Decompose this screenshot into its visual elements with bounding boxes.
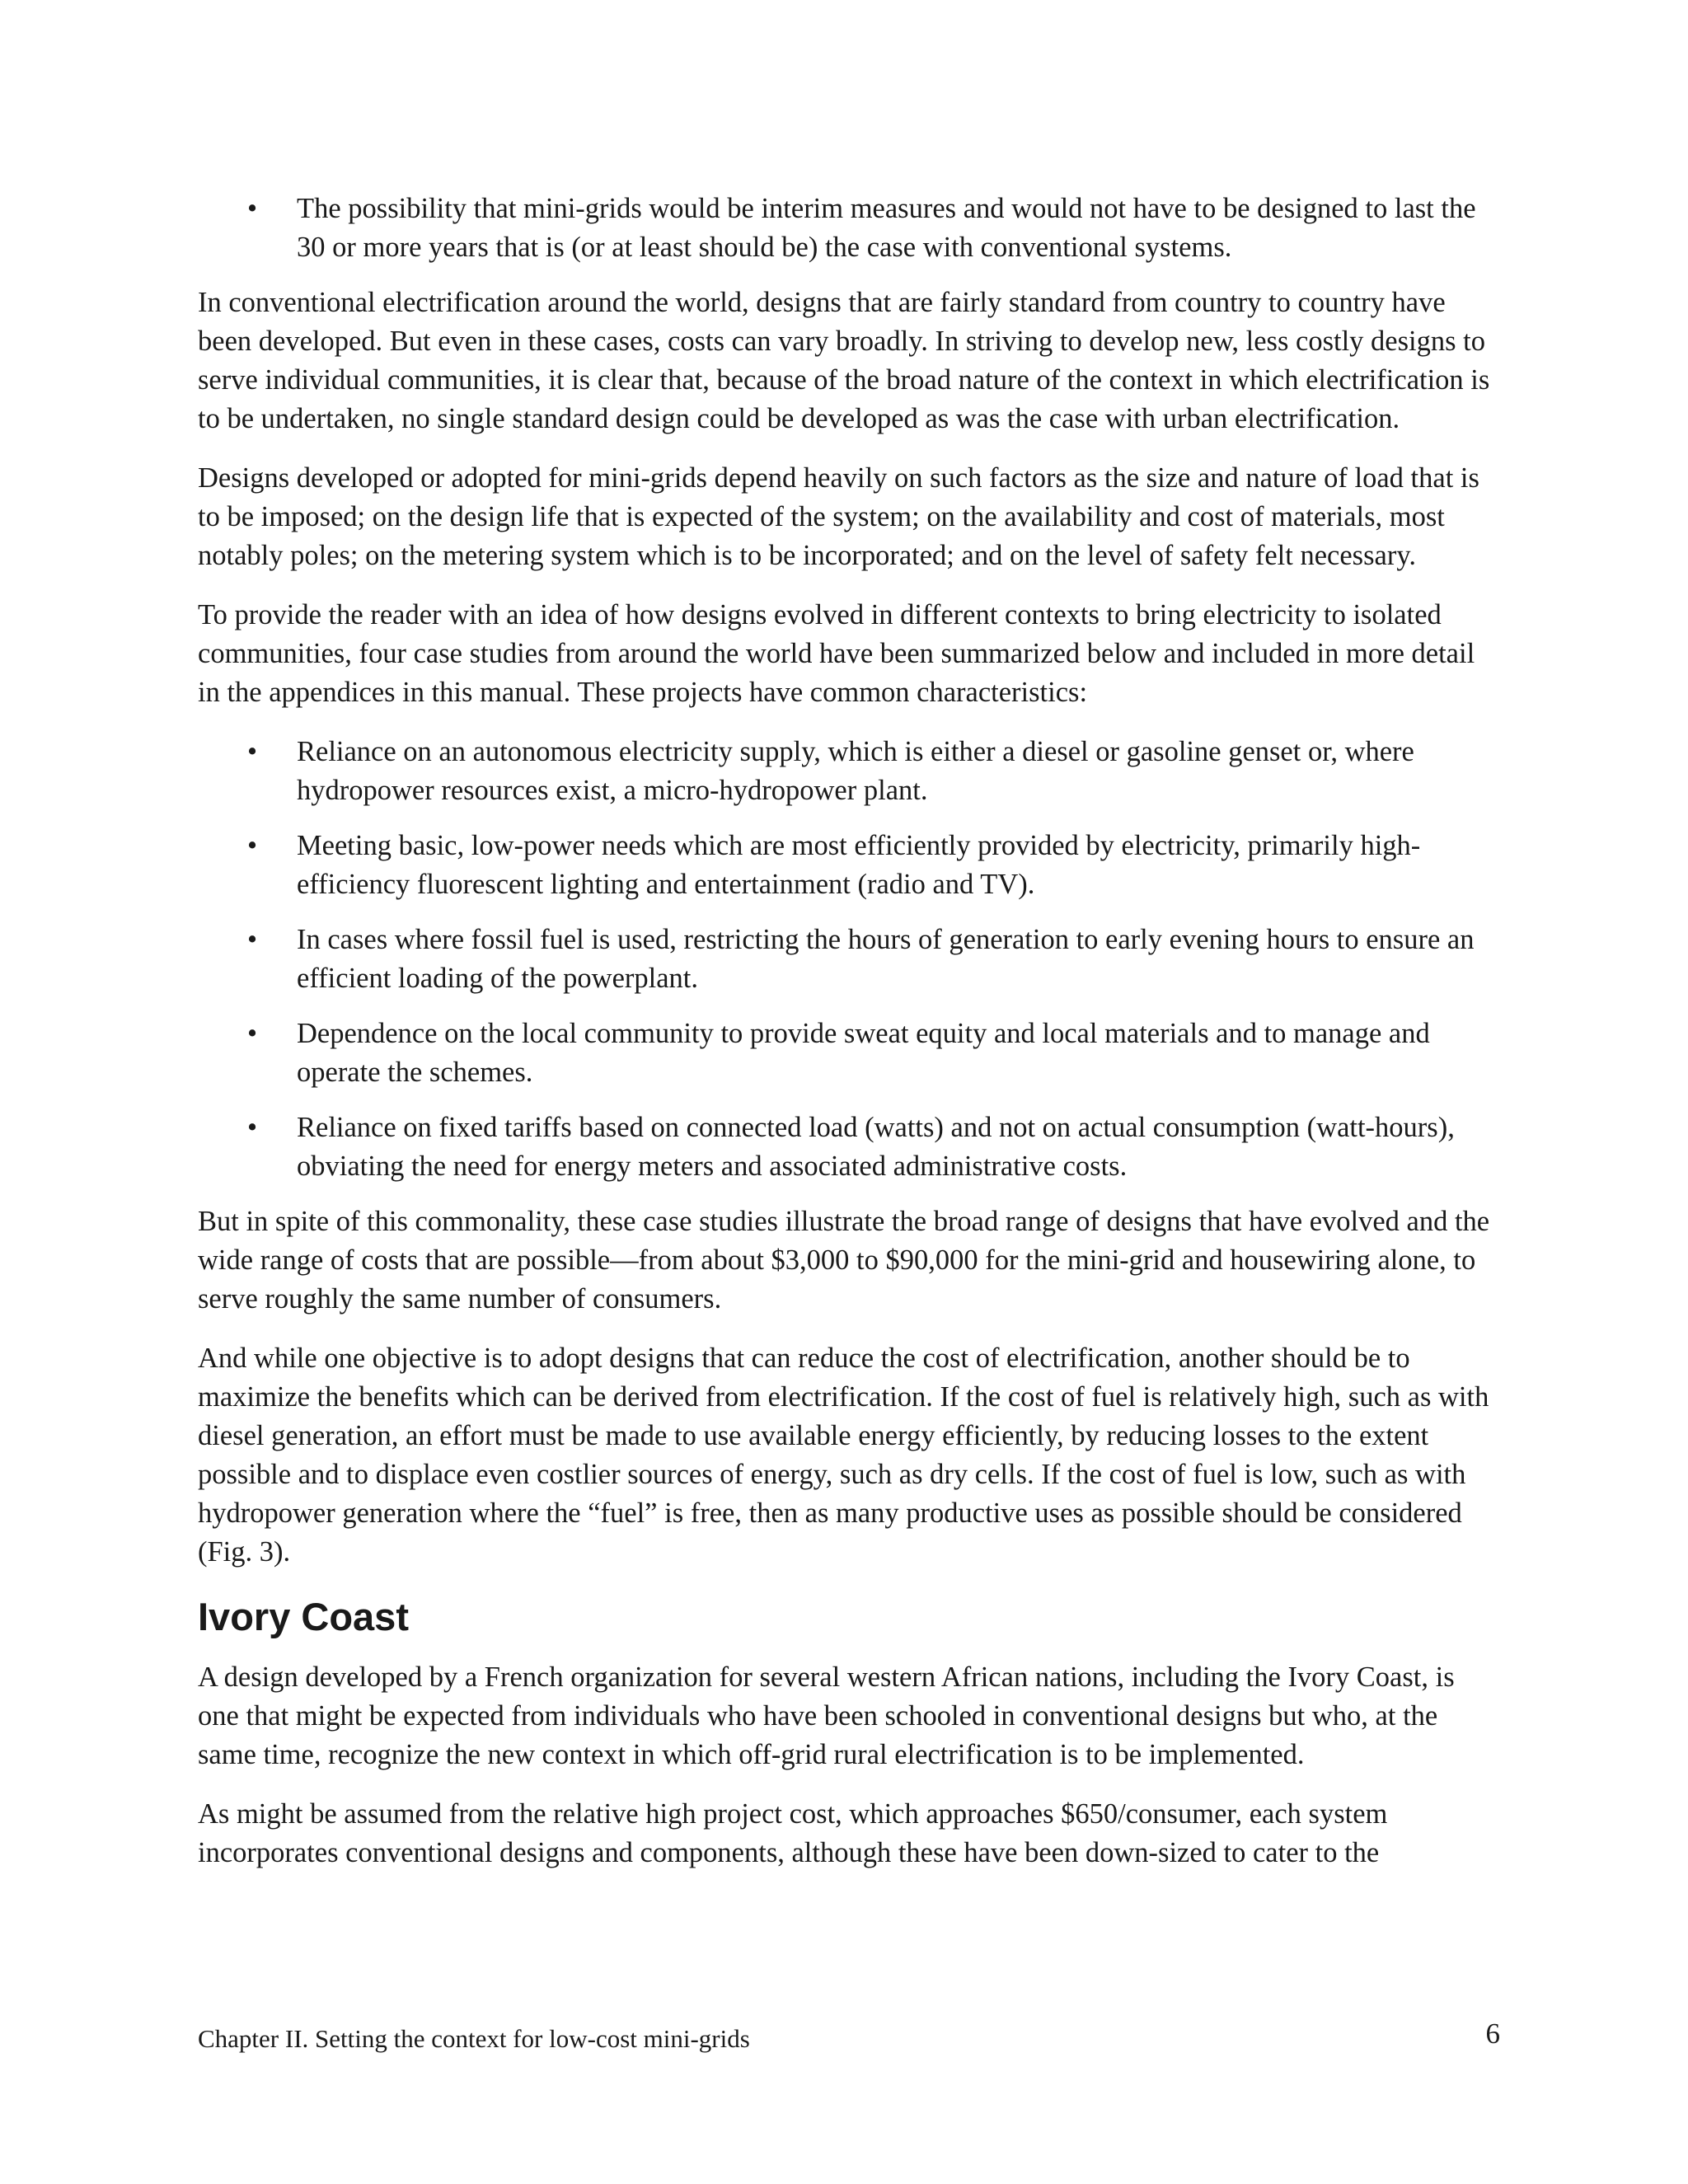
bullet-text: In cases where fossil fuel is used, restricting the hours of generation to early evening hours to ensure an efficient loading of the powerplant.	[297, 924, 1475, 994]
paragraph: A design developed by a French organization for several western African nations, including the Ivory Coast, is one that might be expected from individuals who have been schooled in conventional designs but who, at the same time, recognize the new context in which off-grid rural electrification is to be implemented.	[198, 1661, 1455, 1770]
bullet-icon: •	[247, 830, 258, 861]
bullet-text: Meeting basic, low-power needs which are most efficiently provided by electricity, primarily high-efficiency fluorescent lighting and entertainment (radio and TV).	[297, 830, 1421, 900]
bullet-item	[198, 1108, 1500, 1186]
paragraph: And while one objective is to adopt designs that can reduce the cost of electrification, another should be to maximize the benefits which can be derived from electrification. If the cost of fuel is relatively high, such as with diesel generation, an effort must be made to use available energy efficiently, by reducing losses to the extent possible and to displace even costlier sources of energy, such as dry cells. If the cost of fuel is low, such as with hydropower generation where the “fuel” is free, then as many productive uses as possible should be considered (Fig. 3).	[198, 1343, 1489, 1568]
bullet-icon: •	[247, 1018, 258, 1049]
paragraph: Designs developed or adopted for mini-grids depend heavily on such factors as the size and nature of load that is to be imposed; on the design life that is expected of the system; on the availability and cost of materials, most notably poles; on the metering system which is to be incorporated; and on the level of safety felt necessary.	[198, 462, 1479, 571]
bullet-item	[198, 1015, 1500, 1092]
bullet-item	[198, 190, 1500, 267]
paragraph: To provide the reader with an idea of how designs evolved in different contexts to bring electricity to isolated communities, four case studies from around the world have been summarized below and included in more detail in the appendices in this manual. These projects have common characteristics:	[198, 599, 1475, 708]
bullet-text: Reliance on fixed tariffs based on connected load (watts) and not on actual consumption (watt-hours), obviating the need for energy meters and associated administrative costs.	[297, 1112, 1455, 1182]
bullet-item	[198, 733, 1500, 810]
section-heading: Ivory Coast	[198, 1595, 409, 1638]
intro-bullet-list	[198, 190, 1500, 267]
paragraph: In conventional electrification around the world, designs that are fairly standard from country to country have been developed. But even in these cases, costs can vary broadly. In striving to develop new, less costly designs to serve individual communities, it is clear that, because of the broad nature of the context in which electrification is to be undertaken, no single standard design could be developed as was the case with urban electrification.	[198, 287, 1490, 434]
bullet-icon: •	[247, 1112, 258, 1143]
bullet-item	[198, 827, 1500, 904]
bullet-icon: •	[247, 924, 258, 955]
paragraph: As might be assumed from the relative high project cost, which approaches $650/consumer, each system incorporates conventional designs and components, although these have been down-sized to cater to the	[198, 1798, 1388, 1868]
bullet-text: Reliance on an autonomous electricity supply, which is either a diesel or gasoline genset or, where hydropower resources exist, a micro-hydropower plant.	[297, 736, 1414, 806]
bullet-item	[198, 921, 1500, 998]
bullet-icon: •	[247, 736, 258, 767]
bullet-text: The possibility that mini-grids would be interim measures and would not have to be designed to last the 30 or more years that is (or at least should be) the case with conventional systems.	[297, 193, 1476, 263]
page-number: 6	[1485, 2018, 1500, 2050]
paragraph: But in spite of this commonality, these case studies illustrate the broad range of designs that have evolved and the wide range of costs that are possible—from about $3,000 to $90,000 for the mini-grid and housewiring alone, to serve roughly the same number of consumers.	[198, 1206, 1490, 1315]
page-body	[198, 190, 1500, 1893]
characteristics-bullet-list	[198, 733, 1500, 1186]
bullet-text: Dependence on the local community to provide sweat equity and local materials and to manage and operate the schemes.	[297, 1018, 1430, 1088]
footer-chapter-title: Chapter II. Setting the context for low-cost mini-grids	[198, 2024, 750, 2053]
bullet-icon: •	[247, 193, 258, 224]
